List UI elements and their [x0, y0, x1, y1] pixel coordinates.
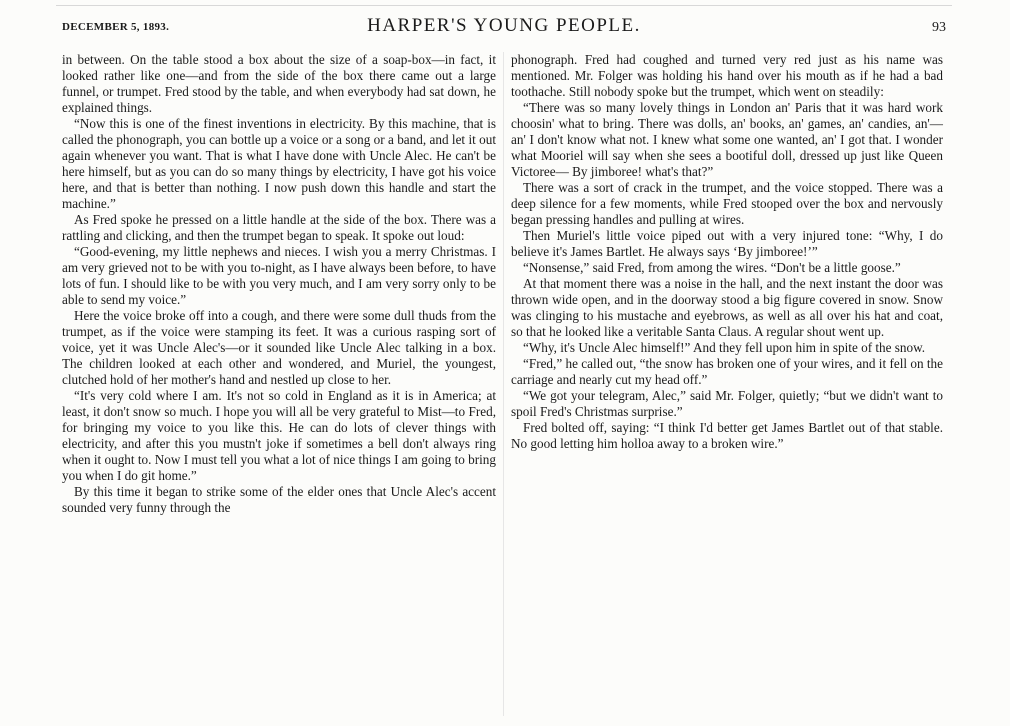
paragraph: Then Muriel's little voice piped out with a very injured tone: “Why, I do believe it's James Bartlet. He always says ‘By jimboree!’” — [511, 228, 943, 259]
paragraph: “We got your telegram, Alec,” said Mr. Folger, quietly; “but we didn't want to spoil Fred's Christmas surprise.” — [511, 388, 943, 419]
paragraph: “Nonsense,” said Fred, from among the wires. “Don't be a little goose.” — [523, 260, 901, 275]
header-title: HARPER'S YOUNG PEOPLE. — [367, 15, 641, 36]
paragraph: “Now this is one of the finest inventions in electricity. By this machine, that is called the phonograph, you can bottle up a voice or a song or a band, and let it out again whenever you want. That is what I have done with Uncle Alec. He can't be here himself, but as you can do so many things by electricity, I have got his voice here, and that is better than nothing. I now push down this handle and start the machine.” — [62, 116, 496, 211]
column-gutter — [503, 52, 504, 716]
paragraph: Here the voice broke off into a cough, and there were some dull thuds from the trumpet, as if the voice were stamping its feet. It was a curious rasping sort of voice, yet it was Uncle Alec's—or it sounded like Uncle Alec talking in a box. The children looked at each other and wondered, and Muriel, the youngest, clutched hold of her mother's hand and nestled up close to her. — [62, 308, 496, 387]
paragraph: “There was so many lovely things in London an' Paris that it was hard work choosin' what to bring. There was dolls, an' books, an' games, an' candies, an'—an' I don't know what not. I knew what some one wanted, an' I got that. I wonder what Mooriel will say when she sees a bootiful doll, dressed up just like Queen Victoree— By jimboree! what's that?” — [511, 100, 943, 179]
paragraph: As Fred spoke he pressed on a little handle at the side of the box. There was a rattling and clicking, and then the trumpet began to speak. It spoke out loud: — [62, 212, 496, 243]
paragraph: “It's very cold where I am. It's not so cold in England as it is in America; at least, it don't snow so much. I hope you will all be very grateful to Mist—to Fred, for bringing my voice to you like this. He can do lots of clever things with electricity, and after this you mustn't joke if sometimes a bell don't always ring when it ought to. Now I must tell you what a lot of nice things I am going to bring you when I do git home.” — [62, 388, 496, 483]
page-number: 93 — [932, 20, 946, 35]
paragraph: in between. On the table stood a box about the size of a soap-box—in fact, it looked rather like one—and from the side of the box there came out a large funnel, or trumpet. Fred stood by the table, and when everybody had sat down, he explained things. — [62, 52, 496, 115]
paragraph: Fred bolted off, saying: “I think I'd better get James Bartlet out of that stable. No good letting him holloa away to a broken wire.” — [511, 420, 943, 451]
paragraph: “Good-evening, my little nephews and nieces. I wish you a merry Christmas. I am very grieved not to be with you to-night, as I have always been before, to have lots of fun. I should like to be with you very much, and I am very sorry only to be able to send my voice.” — [62, 244, 496, 307]
paragraph: phonograph. Fred had coughed and turned very red just as his name was mentioned. Mr. Folger was holding his hand over his mouth as if he had a bad toothache. Still nobody spoke but the trumpet, which went on steadily: — [511, 52, 943, 99]
top-rule — [56, 5, 952, 6]
paragraph: “Why, it's Uncle Alec himself!” And they fell upon him in spite of the snow. — [523, 340, 926, 355]
header-date: DECEMBER 5, 1893. — [62, 21, 170, 33]
paragraph: “Fred,” he called out, “the snow has broken one of your wires, and it fell on the carriage and nearly cut my head off.” — [511, 356, 943, 387]
left-column — [62, 52, 496, 516]
paragraph: There was a sort of crack in the trumpet, and the voice stopped. There was a deep silence for a few moments, while Fred stooped over the box and nervously began pressing handles and pulling at wires. — [511, 180, 943, 227]
running-header — [62, 15, 946, 39]
paragraph: At that moment there was a noise in the hall, and the next instant the door was thrown wide open, and in the doorway stood a big figure covered in snow. Snow was clinging to his mustache and eyebrows, as well as all over his hat and coat, so that he looked like a veritable Santa Claus. A regular shout went up. — [511, 276, 943, 339]
paragraph: By this time it began to strike some of the elder ones that Uncle Alec's accent sounded very funny through the — [62, 484, 496, 515]
right-column — [511, 52, 943, 452]
